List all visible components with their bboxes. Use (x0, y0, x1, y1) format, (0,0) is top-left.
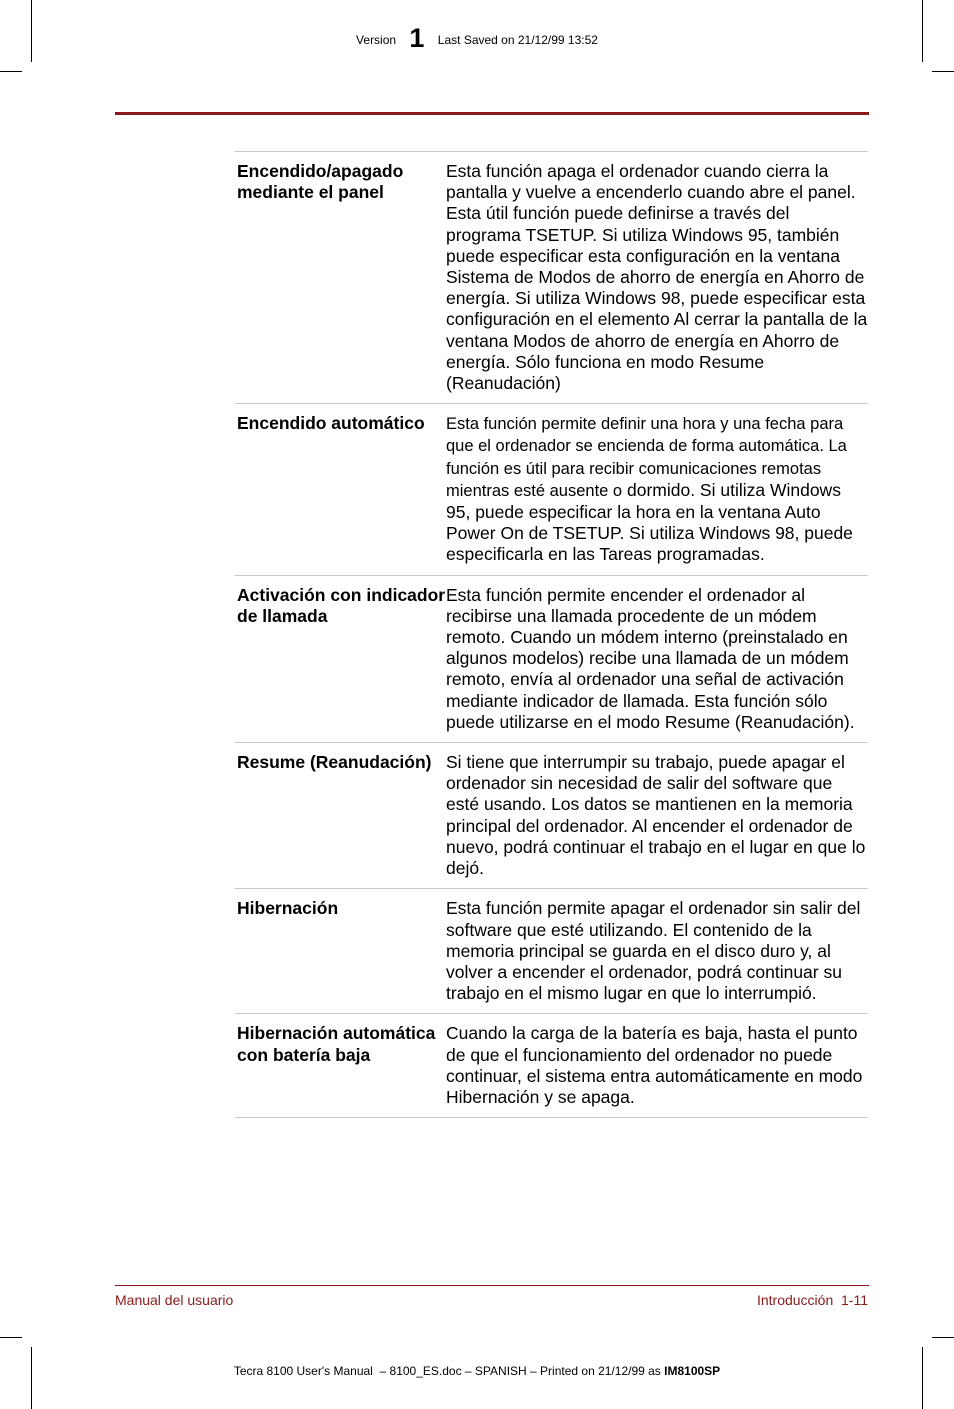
crop-mark (0, 71, 22, 72)
row-description: Si tiene que interrumpir su trabajo, puede apagar el ordenador sin necesidad de salir del software que esté usando. Los datos se mantienen en la memoria principal del ordenador. Al encender el ordenador de nuevo, podrá continuar el trabajo en el lugar en que lo dejó. (446, 752, 866, 879)
table-row (235, 151, 868, 403)
print-info (0, 1364, 954, 1378)
row-term: Resume (Reanudación) (237, 752, 432, 773)
row-term: Encendido/apagado mediante el panel (237, 161, 404, 203)
last-saved: Last Saved on 21/12/99 13:52 (437, 33, 598, 47)
version-number: 1 (409, 23, 425, 53)
header-rule (115, 112, 869, 115)
footer-rule (115, 1285, 869, 1286)
row-description-group (446, 413, 868, 565)
print-info-text: Tecra 8100 User's Manual – 8100_ES.doc – SPANISH – Printed on 21/12/99 as (233, 1364, 665, 1378)
crop-mark (0, 1337, 22, 1338)
row-term: Hibernación automática con batería baja (237, 1023, 436, 1065)
feature-table (235, 151, 868, 1118)
table-row (235, 888, 868, 1013)
row-term: Hibernación (237, 898, 339, 919)
row-term: Activación con indicador de llamada (237, 584, 446, 626)
row-description: Esta función apaga el ordenador cuando cierra la pantalla y vuelve a encenderlo cuando abre el panel. Esta útil función puede definirse a través del programa TSETUP. Si utiliza Windows 95, también puede especificar esta configuración en la ventana Sistema de Modos de ahorro de energía en Ahorro de energía. Si utiliza Windows 98, puede especificar esta configuración en el elemento Al cerrar la pantalla de la ventana Modos de ahorro de energía en Ahorro de energía. Sólo funciona en modo Resume (Reanudación) (446, 161, 868, 394)
print-info-code: IM8100SP (664, 1364, 721, 1378)
table-row (235, 403, 868, 574)
footer-manual-title: Manual del usuario (115, 1292, 234, 1308)
row-term: Encendido automático (237, 413, 425, 434)
version-header (0, 20, 954, 51)
row-description: dormido. Si utiliza Windows 95, puede especificar la hora en la ventana Auto Power On de TSETUP. Si utiliza Windows 98, puede especificarla en las Tareas programadas. (446, 479, 853, 565)
version-label: Version (356, 33, 397, 47)
table-row (235, 575, 868, 742)
footer-page-number: Introducción 1-11 (756, 1292, 868, 1308)
row-description: Esta función permite apagar el ordenador sin salir del software que esté utilizando. El contenido de la memoria principal se guarda en el disco duro y, al volver a encender el ordenador, podrá continuar su trabajo en el mismo lugar en que lo interrumpió. (446, 898, 861, 1004)
crop-mark (932, 71, 954, 72)
crop-mark (932, 1337, 954, 1338)
row-description: Esta función permite encender el ordenador al recibirse una llamada procedente de un módem remoto. Cuando un módem interno (preinstalado en algunos modelos) recibe una llamada de un módem remoto, envía al ordenador una señal de activación mediante indicador de llamada. Esta función sólo puede utilizarse en el modo Resume (Reanudación). (446, 584, 855, 732)
row-description-small: Esta función permite definir una hora y una fecha para que el ordenador se encienda de forma automática. La función es útil para recibir comunicaciones remotas mientras esté ausente o (446, 415, 847, 500)
row-description: Cuando la carga de la batería es baja, hasta el punto de que el funcionamiento del ordenador no puede continuar, el sistema entra automáticamente en modo Hibernación y se apaga. (446, 1023, 863, 1107)
crop-mark (922, 1347, 923, 1409)
table-row (235, 1013, 868, 1118)
table-row (235, 742, 868, 888)
crop-mark (31, 1347, 32, 1409)
